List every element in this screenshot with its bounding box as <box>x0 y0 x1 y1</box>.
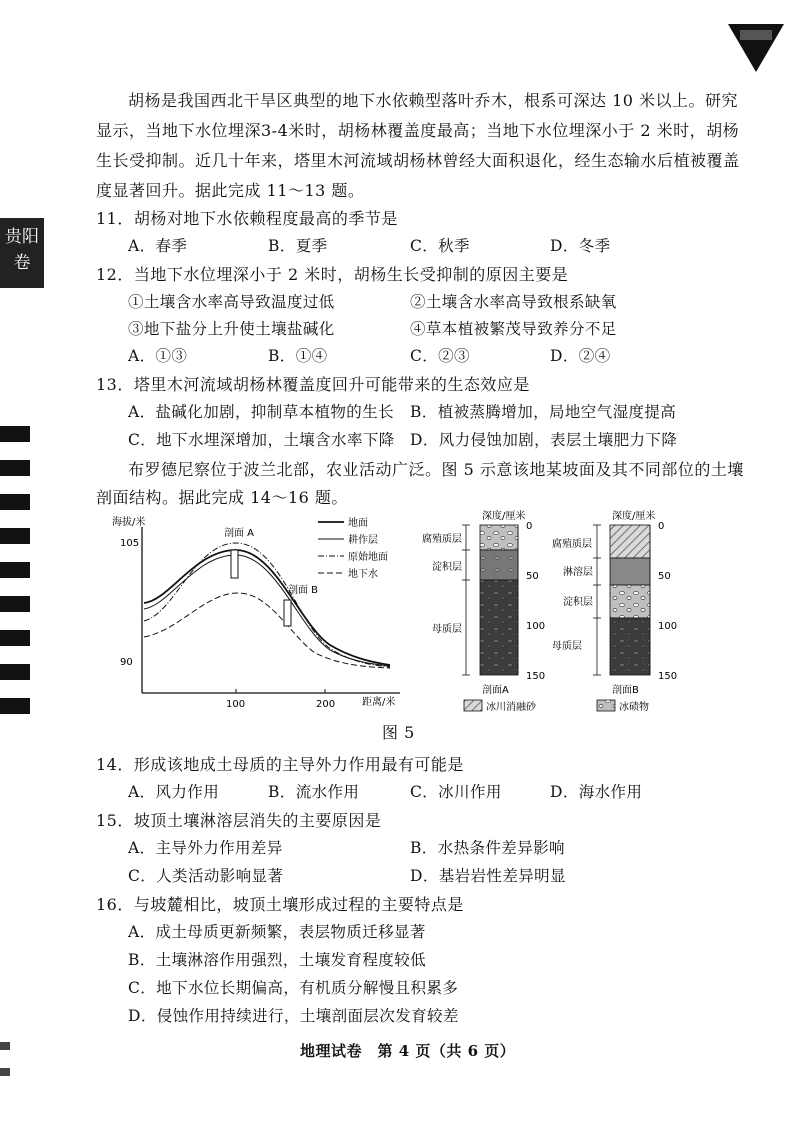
intro1-line4: 度显著回升。据此完成 11～13 题。 <box>96 181 365 200</box>
q14-option-c[interactable]: C．冰川作用 <box>410 783 502 801</box>
side-region-tag <box>0 218 44 288</box>
q12-option-a[interactable]: A．①③ <box>128 347 188 365</box>
slope-x-tick-100: 100 <box>226 699 246 710</box>
q14-option-b[interactable]: B．流水作用 <box>268 783 360 801</box>
figure-5 <box>100 505 700 715</box>
q14-stem: 14．形成该地成土母质的主导外力作用最有可能是 <box>96 755 464 774</box>
profile-a-column <box>422 509 545 696</box>
q13-option-b[interactable]: B．植被蒸腾增加，局地空气湿度提高 <box>410 403 677 421</box>
profile-b-layer-eluvial: 淋溶层 <box>563 567 593 578</box>
profile-a-layer-parent: 母质层 <box>432 624 462 635</box>
legend-till: 冰碛物 <box>619 702 649 713</box>
legend-sand: 冰川消融砂 <box>486 702 536 713</box>
depth-b-50: 50 <box>658 571 671 582</box>
q15-option-d[interactable]: D．基岩岩性差异明显 <box>410 867 566 885</box>
slope-legend <box>318 516 388 580</box>
depth-a-100: 100 <box>526 621 546 632</box>
slope-y-title: 海拔/米 <box>112 517 146 528</box>
q11-option-a[interactable]: A．春季 <box>128 237 188 255</box>
q11-option-c[interactable]: C．秋季 <box>410 237 470 255</box>
slope-y-tick-90: 90 <box>120 657 133 668</box>
q15-stem: 15．坡顶土壤淋溶层消失的主要原因是 <box>96 811 382 830</box>
q14-option-a[interactable]: A．风力作用 <box>128 783 220 801</box>
legend-original: 原始地面 <box>348 552 388 563</box>
profile-b-layer-humus: 腐殖质层 <box>552 539 592 550</box>
profile-legend <box>464 700 649 713</box>
profile-b-marker <box>284 600 291 626</box>
figure-caption: 图 5 <box>382 723 415 742</box>
profile-b-layer-parent: 母质层 <box>552 641 582 652</box>
q16-option-b[interactable]: B．土壤淋溶作用强烈，土壤发育程度较低 <box>128 951 426 969</box>
slope-y-tick-105: 105 <box>120 538 140 549</box>
q13-stem: 13．塔里木河流域胡杨林覆盖度回升可能带来的生态效应是 <box>96 375 530 394</box>
profile-b-label: 剖面 B <box>288 585 319 596</box>
ground-line <box>144 550 390 665</box>
depth-a-150: 150 <box>526 671 546 682</box>
side-tag-line2: 卷 <box>13 253 31 273</box>
q12-option-d[interactable]: D．②④ <box>550 347 611 365</box>
q13-option-c[interactable]: C．地下水埋深增加，土壤含水率下降 <box>128 431 395 449</box>
intro1-line3: 生长受抑制。近几十年来，塔里木河流域胡杨林曾经大面积退化，经生态输水后植被覆盖 <box>96 151 740 170</box>
q15-option-b[interactable]: B．水热条件差异影响 <box>410 839 565 857</box>
profile-b-column <box>552 509 677 696</box>
legend-till-swatch <box>597 700 615 711</box>
legend-plough: 耕作层 <box>348 535 378 546</box>
depth-a-50: 50 <box>526 571 539 582</box>
legend-groundwater: 地下水 <box>348 569 378 580</box>
slope-x-title: 距离/米 <box>362 697 396 708</box>
profile-b-layer-illuvial: 淀积层 <box>563 597 593 608</box>
depth-b-150: 150 <box>658 671 678 682</box>
intro1-line1: 胡杨是我国西北干旱区典型的地下水依赖型落叶乔木，根系可深达 10 米以上。研究 <box>128 91 739 110</box>
depth-b-100: 100 <box>658 621 678 632</box>
slope-chart <box>112 515 400 710</box>
legend-ground: 地面 <box>348 518 368 529</box>
depth-a-0: 0 <box>526 521 533 532</box>
depth-title-a: 深度/厘米 <box>482 511 526 522</box>
q15-option-a[interactable]: A．主导外力作用差异 <box>128 839 283 857</box>
q12-statement-2: ②土壤含水率高导致根系缺氧 <box>410 293 617 311</box>
q11-option-b[interactable]: B．夏季 <box>268 237 328 255</box>
q16-option-c[interactable]: C．地下水位长期偏高，有机质分解慢且积累多 <box>128 979 459 997</box>
profile-a-marker <box>231 550 238 578</box>
q12-statement-4: ④草本植被繁茂导致养分不足 <box>410 320 617 338</box>
q12-stem: 12．当地下水位埋深小于 2 米时，胡杨生长受抑制的原因主要是 <box>96 265 569 284</box>
corner-marker-icon <box>726 22 786 74</box>
q12-option-c[interactable]: C．②③ <box>410 347 470 365</box>
q15-option-c[interactable]: C．人类活动影响显著 <box>128 867 284 885</box>
depth-title-b: 深度/厘米 <box>612 511 656 522</box>
q16-stem: 16．与坡麓相比，坡顶土壤形成过程的主要特点是 <box>96 895 464 914</box>
q16-option-d[interactable]: D．侵蚀作用持续进行，土壤剖面层次发育较差 <box>128 1007 459 1025</box>
q13-option-a[interactable]: A．盐碱化加剧，抑制草本植物的生长 <box>128 403 394 421</box>
depth-b-0: 0 <box>658 521 665 532</box>
legend-sand-swatch <box>464 700 482 711</box>
q11-option-d[interactable]: D．冬季 <box>550 237 611 255</box>
q12-option-b[interactable]: B．①④ <box>268 347 328 365</box>
profile-a-label: 剖面 A <box>224 528 255 539</box>
page-footer: 地理试卷 第 4 页（共 6 页） <box>300 1042 516 1060</box>
q13-option-d[interactable]: D．风力侵蚀加剧，表层土壤肥力下降 <box>410 431 678 449</box>
profile-a-layer-humus: 腐殖质层 <box>422 534 462 545</box>
q14-option-d[interactable]: D．海水作用 <box>550 783 643 801</box>
profile-a-name: 剖面A <box>482 685 509 696</box>
intro1-line2: 显示，当地下水位埋深3-4米时，胡杨林覆盖度最高；当地下水位埋深小于 2 米时，胡杨 <box>96 121 740 140</box>
q12-statement-1: ①土壤含水率高导致温度过低 <box>128 293 335 311</box>
slope-x-tick-200: 200 <box>316 699 336 710</box>
profile-a-layer-illuvial: 淀积层 <box>432 562 462 573</box>
q11-stem: 11．胡杨对地下水依赖程度最高的季节是 <box>96 209 398 228</box>
intro2-line1: 布罗德尼察位于波兰北部，农业活动广泛。图 5 示意该地某坡面及其不同部位的土壤 <box>128 460 744 479</box>
profile-b-name: 剖面B <box>612 685 639 696</box>
q16-option-a[interactable]: A．成土母质更新频繁，表层物质迁移显著 <box>128 923 426 941</box>
side-tag-line1: 贵阳 <box>5 227 39 247</box>
q12-statement-3: ③地下盐分上升使土壤盐碱化 <box>128 320 335 338</box>
intro2-line2: 剖面结构。据此完成 14～16 题。 <box>96 488 348 507</box>
